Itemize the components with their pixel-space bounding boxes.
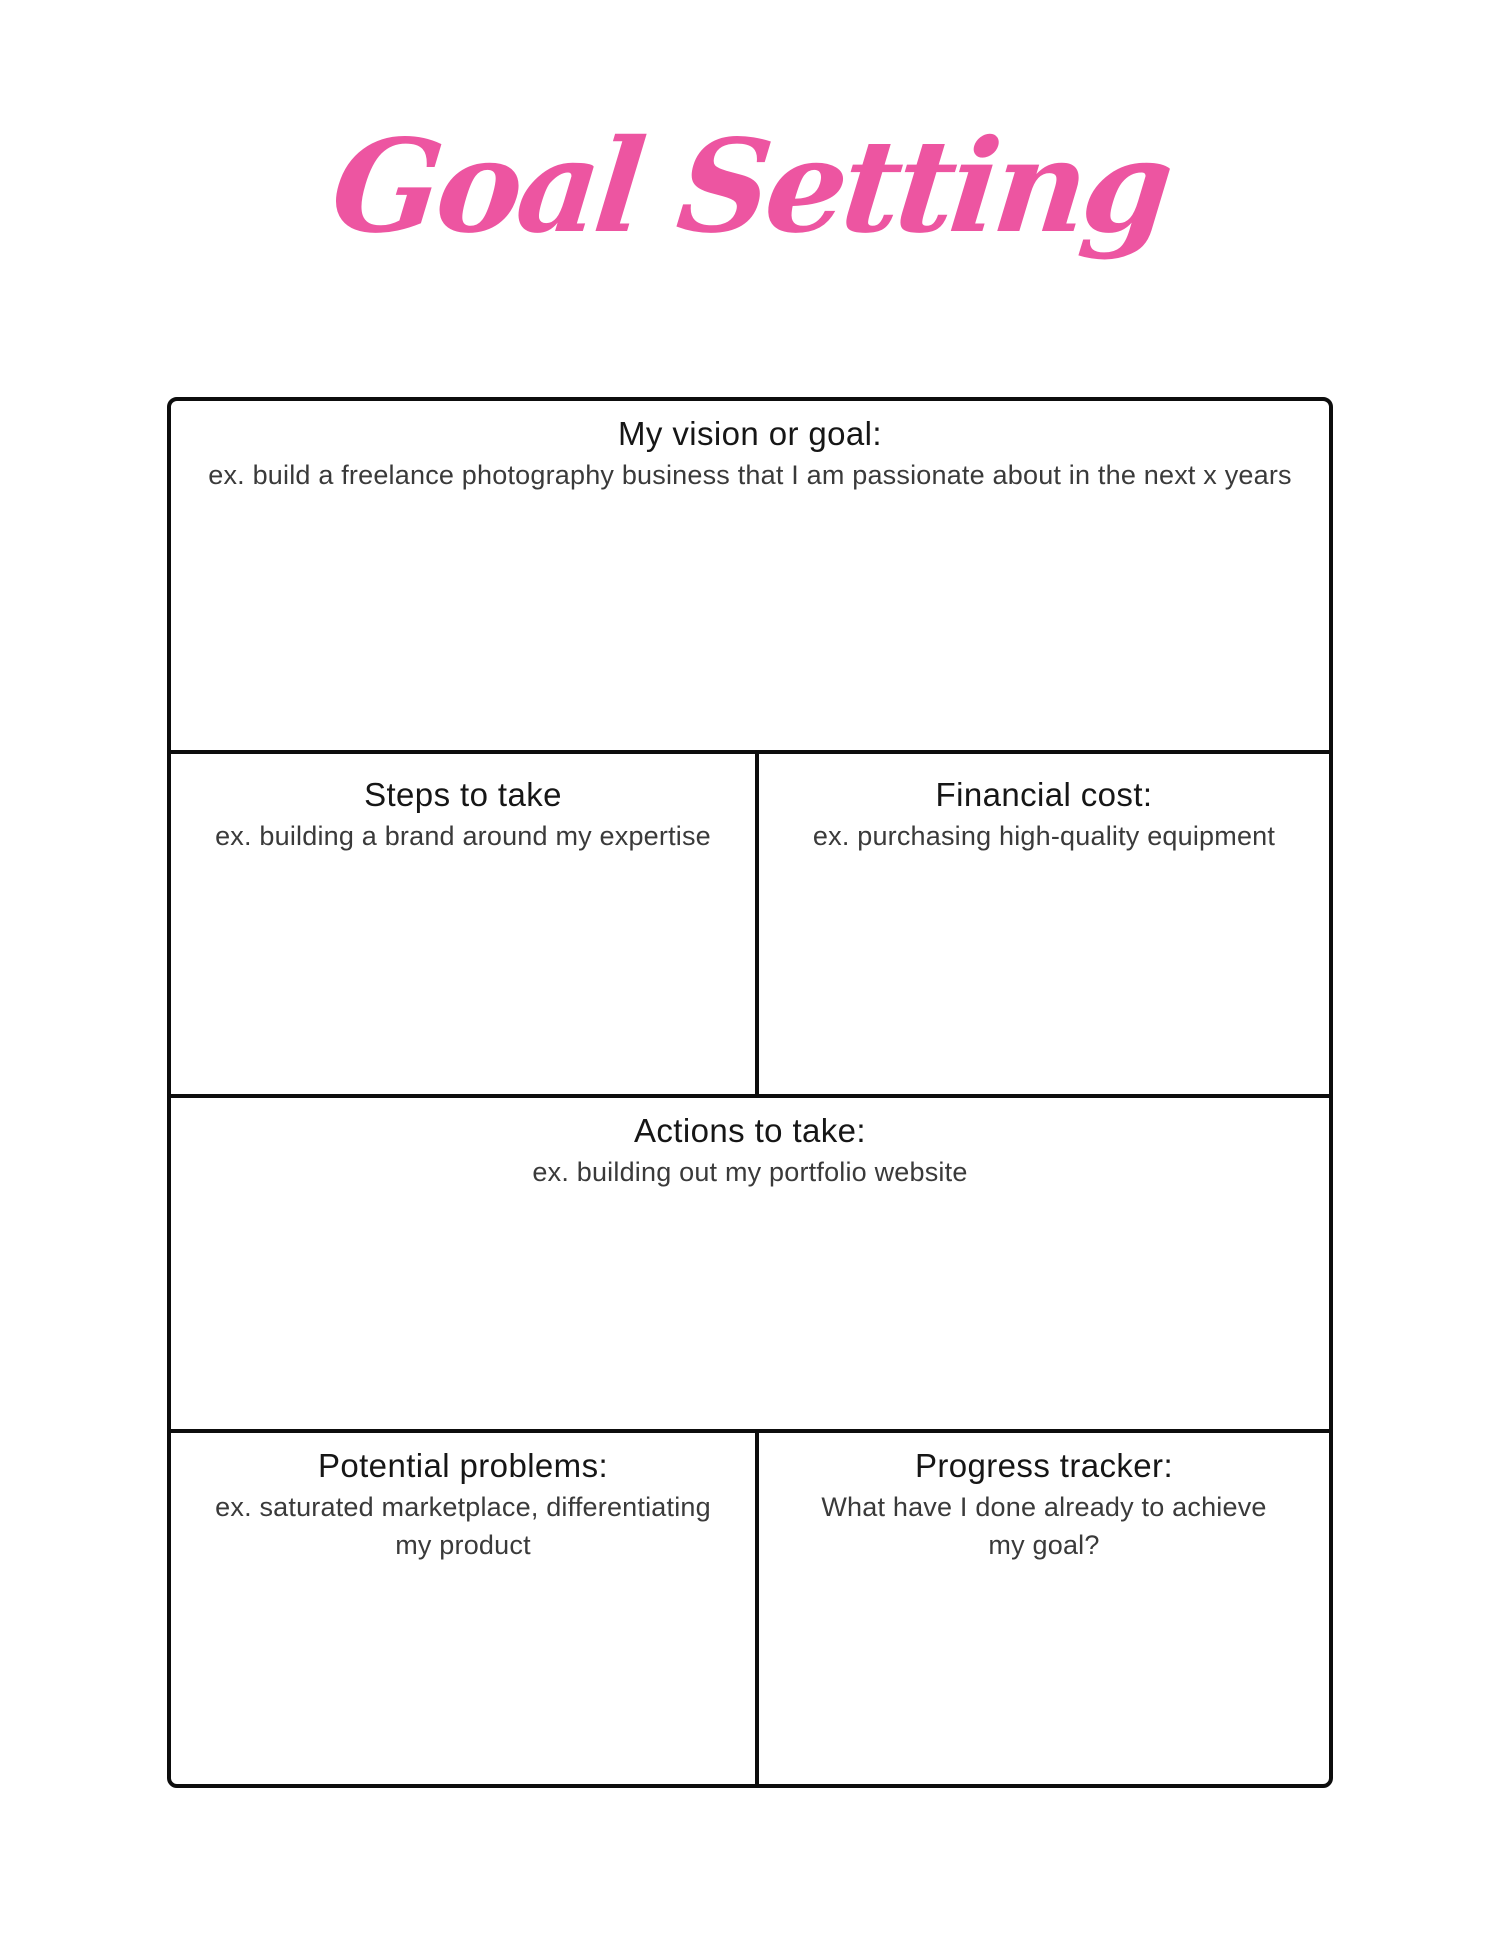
steps-heading: Steps to take xyxy=(364,776,562,813)
actions-row xyxy=(171,1094,1329,1429)
progress-example-text: What have I done already to achieve my goal? xyxy=(821,1492,1267,1561)
problems-cell xyxy=(171,1433,755,1784)
vision-cell xyxy=(171,401,1329,750)
steps-example-text: ex. building a brand around my expertise xyxy=(215,821,711,852)
vision-row xyxy=(171,401,1329,750)
problems-heading: Potential problems: xyxy=(317,1447,609,1484)
financial-example-text: ex. purchasing high-quality equipment xyxy=(812,821,1276,852)
vision-example-text: ex. build a freelance photography business that I am passionate about in the next x years xyxy=(208,460,1292,491)
steps-cell xyxy=(171,754,755,1094)
vision-heading: My vision or goal: xyxy=(618,415,882,452)
goal-setting-worksheet xyxy=(167,397,1333,1788)
actions-heading: Actions to take: xyxy=(633,1112,867,1149)
progress-cell xyxy=(755,1433,1329,1784)
problems-progress-row xyxy=(171,1429,1329,1784)
progress-heading: Progress tracker: xyxy=(914,1447,1174,1484)
actions-cell xyxy=(171,1098,1329,1429)
page-header xyxy=(0,95,1500,281)
steps-financial-row xyxy=(171,750,1329,1094)
financial-heading: Financial cost: xyxy=(935,776,1153,813)
page-title: Goal Setting xyxy=(325,112,1176,262)
problems-example-text: ex. saturated marketplace, differentiating my product xyxy=(215,1492,711,1561)
financial-cell xyxy=(755,754,1329,1094)
actions-example-text: ex. building out my portfolio website xyxy=(532,1157,968,1188)
